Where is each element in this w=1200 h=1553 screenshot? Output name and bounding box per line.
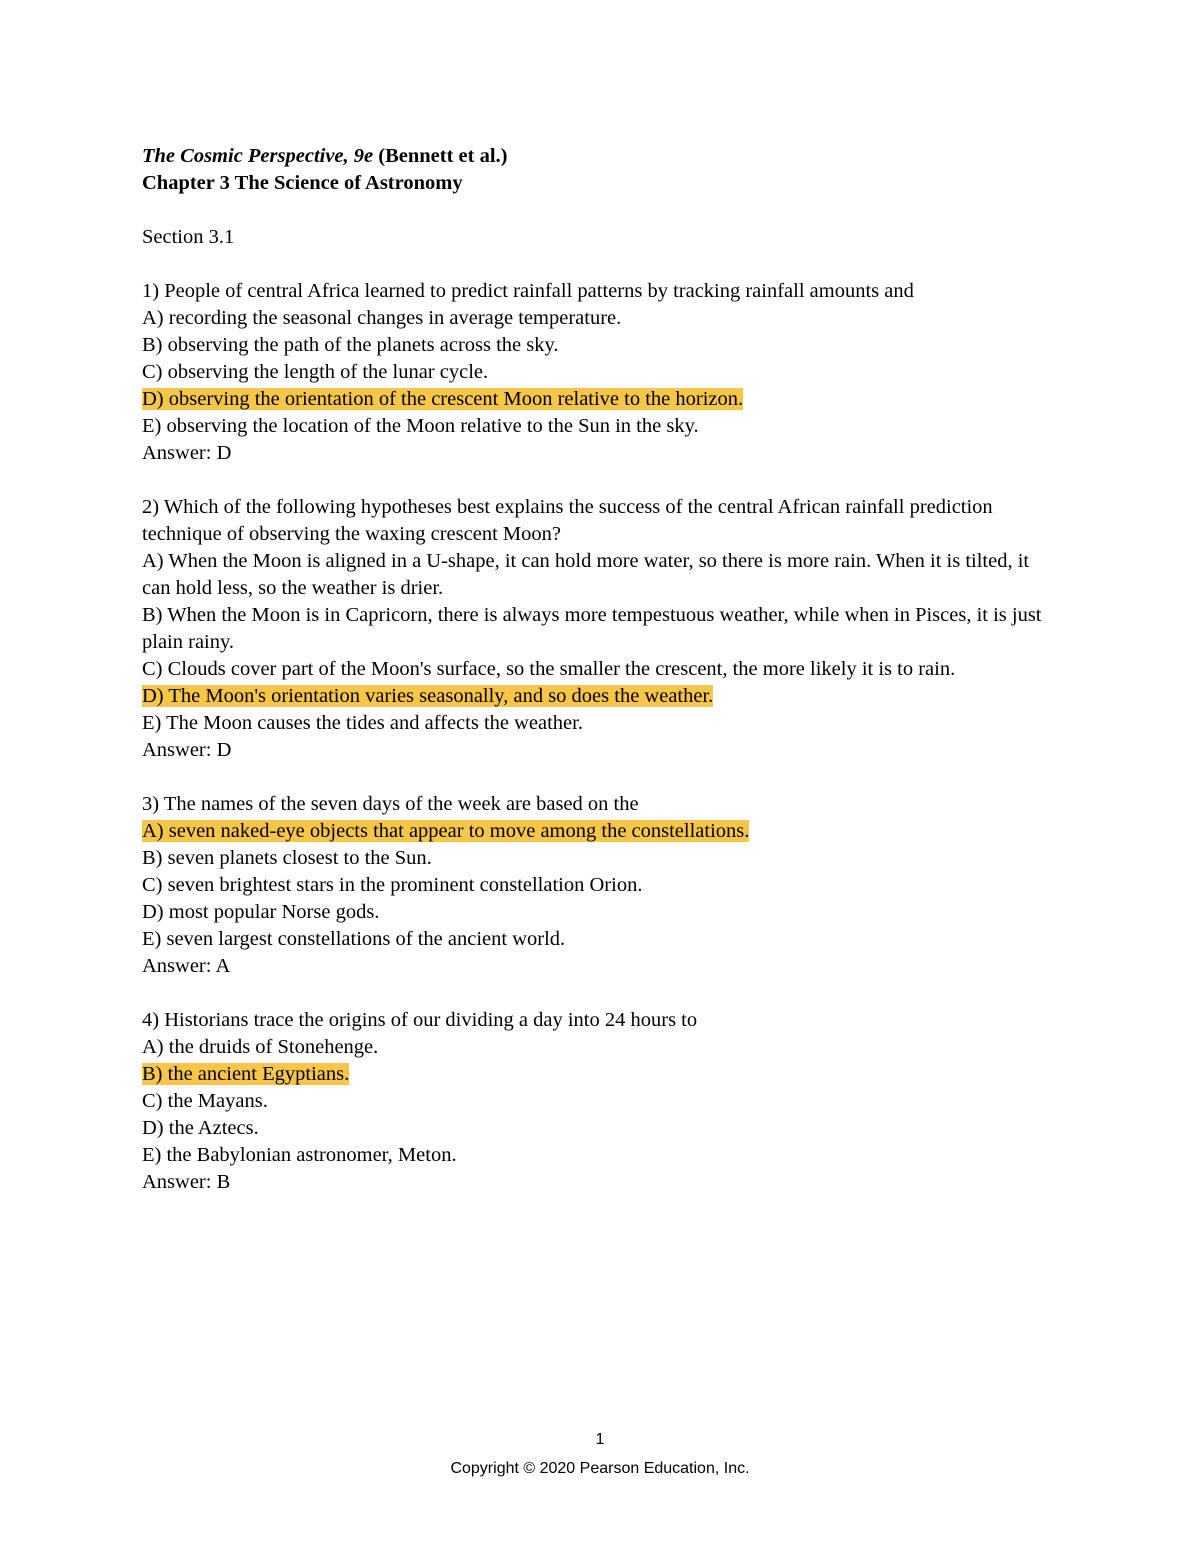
question-stem: 1) People of central Africa learned to predict rainfall patterns by tracking rainfall amounts and: [142, 280, 914, 302]
option-a: A) recording the seasonal changes in average temperature.: [142, 307, 622, 329]
option-b: B) seven planets closest to the Sun.: [142, 847, 432, 869]
question-4: [142, 1007, 1102, 1196]
option-d: D) most popular Norse gods.: [142, 901, 380, 923]
option-b: B) observing the path of the planets across the sky.: [142, 334, 559, 356]
option-c: C) seven brightest stars in the prominent constellation Orion.: [142, 874, 643, 896]
option-e: E) observing the location of the Moon relative to the Sun in the sky.: [142, 415, 699, 437]
option-b-highlighted: B) the ancient Egyptians.: [142, 1063, 350, 1085]
option-c: C) Clouds cover part of the Moon's surface, so the smaller the crescent, the more likely it is to rain.: [142, 658, 956, 680]
option-c: C) observing the length of the lunar cycle.: [142, 361, 489, 383]
option-d: D) the Aztecs.: [142, 1117, 259, 1139]
copyright-notice: Copyright © 2020 Pearson Education, Inc.: [450, 1460, 750, 1477]
chapter-title: Chapter 3 The Science of Astronomy: [142, 172, 463, 194]
answer: Answer: D: [142, 442, 232, 464]
option-e: E) The Moon causes the tides and affects the weather.: [142, 712, 583, 734]
option-a: A) the druids of Stonehenge.: [142, 1036, 379, 1058]
question-stem: 4) Historians trace the origins of our dividing a day into 24 hours to: [142, 1009, 698, 1031]
book-authors: (Bennett et al.): [373, 145, 508, 167]
option-a: A) When the Moon is aligned in a U-shape, it can hold more water, so there is more rain. When it is tilted, it can hold less, so the weather is drier.: [142, 550, 1030, 599]
answer: Answer: A: [142, 955, 231, 977]
option-b: B) When the Moon is in Capricorn, there is always more tempestuous weather, while when in Pisces, it is just plain rainy.: [142, 604, 1042, 653]
book-header: [142, 143, 1102, 170]
question-3: [142, 791, 1102, 980]
option-d-highlighted: D) The Moon's orientation varies seasonally, and so does the weather.: [142, 685, 714, 707]
question-stem: 2) Which of the following hypotheses best explains the success of the central African rainfall prediction technique of observing the waxing crescent Moon?: [142, 496, 993, 545]
question-stem: 3) The names of the seven days of the week are based on the: [142, 793, 639, 815]
option-e: E) seven largest constellations of the ancient world.: [142, 928, 566, 950]
question-1: [142, 278, 1102, 467]
option-a-highlighted: A) seven naked-eye objects that appear to move among the constellations.: [142, 820, 750, 842]
question-2: [142, 494, 1102, 764]
answer: Answer: B: [142, 1171, 231, 1193]
option-e: E) the Babylonian astronomer, Meton.: [142, 1144, 457, 1166]
page-number: 1: [595, 1431, 605, 1448]
book-title: The Cosmic Perspective, 9e: [142, 145, 374, 167]
answer: Answer: D: [142, 739, 232, 761]
option-c: C) the Mayans.: [142, 1090, 268, 1112]
option-d-highlighted: D) observing the orientation of the crescent Moon relative to the horizon.: [142, 388, 744, 410]
section-heading: Section 3.1: [142, 226, 235, 248]
document-page: [142, 143, 1102, 1196]
